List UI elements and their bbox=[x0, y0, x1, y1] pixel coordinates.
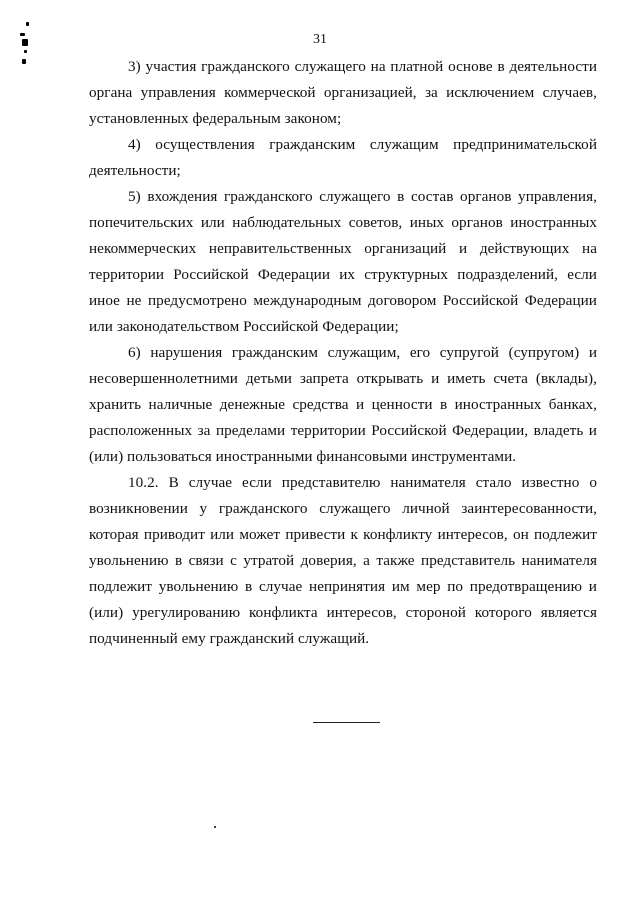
paragraph-10-2: 10.2. В случае если представителю нанимателя стало известно о возникновении у гражданского служащего личной заинтересованности, которая приводит или может привести к конфликту интересов, он подлежит увольнению в связи с утратой доверия, а также представитель нанимателя подлежит увольнению в случае непринятия им мер по предотвращению и (или) урегулированию конфликта интересов, стороной которого является подчиненный ему гражданский служащий. bbox=[89, 474, 597, 647]
paragraph-item-4: 4) осуществления гражданским служащим предпринимательской деятельности; bbox=[89, 136, 597, 179]
page-number: 31 bbox=[313, 32, 327, 47]
paragraph-item-3: 3) участия гражданского служащего на платной основе в деятельности органа управления коммерческой организацией, за исключением случаев, установленных федеральным законом; bbox=[89, 58, 597, 127]
paragraph-item-6: 6) нарушения гражданским служащим, его супругой (супругом) и несовершеннолетними детьми запрета открывать и иметь счета (вклады), хранить наличные денежные средства и ценности в иностранных банках, расположенных за пределами территории Российской Федерации, владеть и (или) пользоваться иностранными финансовыми инструментами. bbox=[89, 344, 597, 465]
scan-artifact-mark bbox=[24, 50, 27, 53]
document-body bbox=[89, 54, 597, 652]
scan-artifact-speck bbox=[214, 826, 216, 828]
paragraph-item-5: 5) вхождения гражданского служащего в состав органов управления, попечительских или наблюдательных советов, иных органов иностранных некоммерческих неправительственных организаций и действующих на территории Российской Федерации их структурных подразделений, если иное не предусмотрено международным договором Российской Федерации или законодательством Российской Федерации; bbox=[89, 188, 597, 335]
scan-artifact-mark bbox=[26, 22, 29, 26]
scan-artifact-mark bbox=[22, 59, 26, 64]
end-divider-line bbox=[313, 722, 380, 723]
